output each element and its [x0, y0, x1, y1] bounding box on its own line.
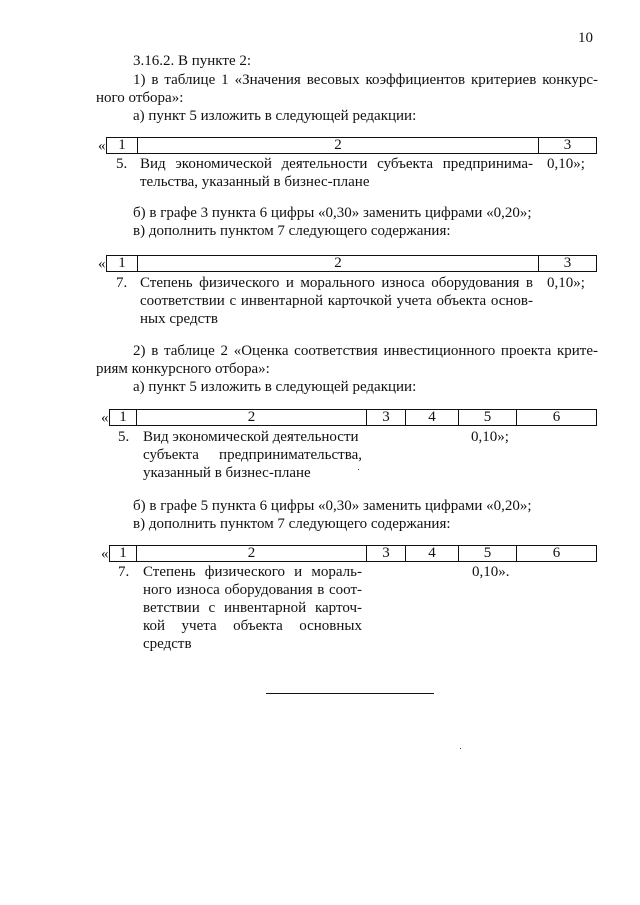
item2-line2: риям конкурсного отбора»:	[96, 361, 270, 377]
table4-row-text-line5: средств	[143, 636, 192, 652]
table1-open-quote: «	[98, 138, 106, 154]
table4-row-text-line4: кой учета объекта основных	[143, 618, 362, 634]
table1-header-col1: 1	[118, 137, 126, 153]
table2-header-col1: 1	[118, 255, 126, 271]
table2-row-text-line1: Степень физического и морального износа оборудования в	[140, 275, 533, 291]
item1-line1: 1) в таблице 1 «Значения весовых коэффициентов критериев конкурс-	[133, 72, 598, 88]
table4-row-number: 7.	[118, 564, 130, 580]
page-number: 10	[578, 30, 593, 46]
table3-header-col5: 5	[483, 409, 492, 425]
table1-row-value: 0,10»;	[547, 156, 585, 172]
between1-item-b: б) в графе 3 пункта 6 цифры «0,30» заменить цифрами «0,20»;	[133, 205, 532, 221]
table4-header-col6: 6	[552, 545, 561, 561]
table4-header-col1: 1	[119, 545, 127, 561]
table4-row-value: 0,10».	[472, 564, 510, 580]
table4-header-col2: 2	[247, 545, 256, 561]
table2-header-col3: 3	[563, 255, 572, 271]
item2-line1: 2) в таблице 2 «Оценка соответствия инвестиционного проекта крите-	[133, 343, 598, 359]
item1-sub-a: а) пункт 5 изложить в следующей редакции:	[133, 108, 417, 124]
table3-row-text-line1: Вид экономической деятельности	[143, 429, 359, 445]
table3-header-col2: 2	[247, 409, 256, 425]
item2-sub-a: а) пункт 5 изложить в следующей редакции:	[133, 379, 417, 395]
table3-header-col6: 6	[552, 409, 561, 425]
table4-header-row	[109, 545, 597, 562]
table3-open-quote: «	[101, 410, 109, 426]
scan-speck	[460, 748, 461, 749]
table4-row-text-line2: ного износа оборудования в соот-	[143, 582, 362, 598]
table1-row-number: 5.	[116, 156, 128, 172]
table2-row-text-line2: соответствии с инвентарной карточкой учета объекта основ-	[140, 293, 533, 309]
table1-header-col2: 2	[334, 137, 342, 153]
table2-header-row	[106, 255, 597, 272]
table3-row-text-line2: субъекта предпринимательства,	[143, 447, 362, 463]
table1-row-text-line1: Вид экономической деятельности субъекта предпринима-	[140, 156, 533, 172]
table2-open-quote: «	[98, 256, 106, 272]
table2-row-text-line3: ных средств	[140, 311, 218, 327]
table1-row-text-line2: тельства, указанный в бизнес-плане	[140, 174, 370, 190]
table4-row-text-line3: ветствии с инвентарной карточ-	[143, 600, 362, 616]
table3-row-value: 0,10»;	[471, 429, 509, 445]
between1-item-c: в) дополнить пунктом 7 следующего содержания:	[133, 223, 451, 239]
section-heading: 3.16.2. В пункте 2:	[133, 53, 252, 69]
item1-line2: ного отбора»:	[96, 90, 184, 106]
table3-row-number: 5.	[118, 429, 130, 445]
table2-row-number: 7.	[116, 275, 128, 291]
table4-row-text-line1: Степень физического и мораль-	[143, 564, 362, 580]
scan-speck	[358, 469, 359, 470]
table3-row-text-line3: указанный в бизнес-плане	[143, 465, 311, 481]
table2-header-col2: 2	[334, 255, 342, 271]
between2-item-c: в) дополнить пунктом 7 следующего содержания:	[133, 516, 451, 532]
table3-header-col4: 4	[428, 409, 436, 425]
table1-header-col3: 3	[563, 137, 572, 153]
closing-rule	[266, 693, 434, 694]
table3-header-col1: 1	[119, 409, 127, 425]
table4-header-col3: 3	[382, 545, 390, 561]
between2-item-b: б) в графе 5 пункта 6 цифры «0,30» заменить цифрами «0,20»;	[133, 498, 532, 514]
table2-row-value: 0,10»;	[547, 275, 585, 291]
table3-header-col3: 3	[382, 409, 390, 425]
table3-header-row	[109, 409, 597, 426]
table4-header-col5: 5	[483, 545, 492, 561]
table4-header-col4: 4	[428, 545, 436, 561]
table1-header-row	[106, 137, 597, 154]
table4-open-quote: «	[101, 546, 109, 562]
